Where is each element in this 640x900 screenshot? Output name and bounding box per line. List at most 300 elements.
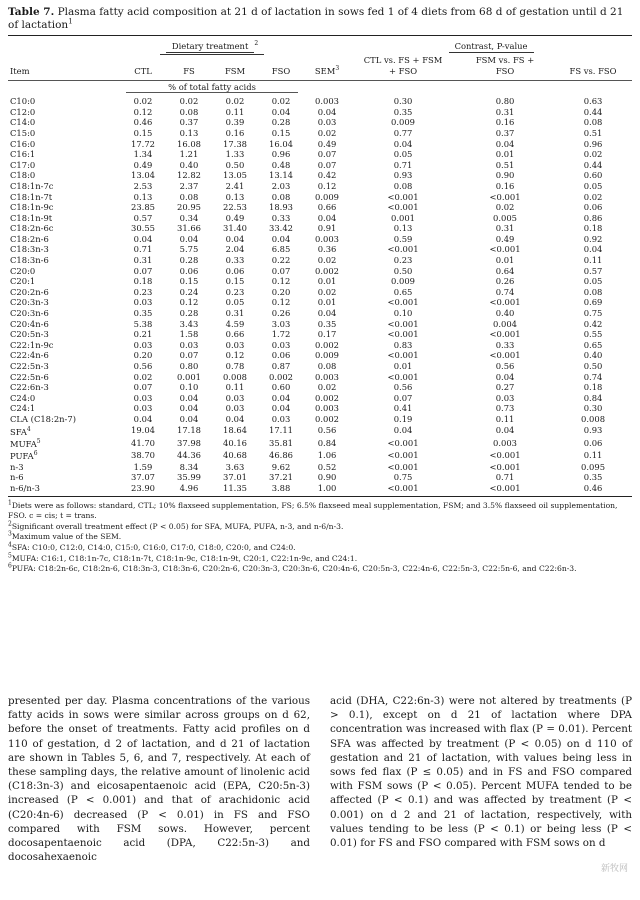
table-label: Table 7. [8, 6, 55, 18]
table-caption-text: Plasma fatty acid composition at 21 d of lactation in sows fed 1 of 4 diets from 68 d of gestation until d 21 of lactation [8, 6, 624, 31]
row-item: C10:0 [10, 96, 36, 107]
cell-contrast-2: <0.001 [489, 191, 521, 202]
cell-contrast-1: <0.001 [387, 244, 419, 255]
cell-fso: 0.26 [271, 308, 291, 319]
cell-fso: 0.03 [271, 413, 291, 424]
cell-sem: 0.08 [317, 361, 337, 372]
cell-fso: 0.04 [271, 392, 291, 403]
cell-sem: 0.04 [317, 106, 337, 117]
cell-fso: 6.85 [271, 244, 291, 255]
cell-fso: 0.04 [271, 106, 291, 117]
cell-contrast-2: 0.31 [495, 223, 515, 234]
row-item: C18:0 [10, 170, 36, 181]
row-item: PUFA$^6$ [10, 450, 38, 462]
table-row [8, 287, 632, 298]
cell-fso: 0.60 [271, 382, 291, 393]
fatty-acid-table [8, 36, 632, 494]
cell-sem: 0.002 [315, 392, 340, 403]
table-row [8, 361, 632, 372]
cell-fsm: 0.39 [225, 117, 245, 128]
cell-sem: 0.49 [317, 138, 337, 149]
cell-contrast-1: 0.19 [393, 413, 413, 424]
cell-fsm: 0.04 [225, 413, 245, 424]
cell-ctl: 0.71 [133, 244, 153, 255]
unit-label: % of total fatty acids [168, 81, 256, 92]
cell-fsm: 0.66 [225, 329, 245, 340]
cell-fso: 3.88 [271, 482, 291, 493]
footnote: $^4$SFA: C10:0, C12:0, C14:0, C15:0, C16:0, C17:0, C18:0, C20:0, and C24:0. [8, 541, 296, 552]
cell-contrast-1: 0.01 [393, 361, 413, 372]
cell-fs: 0.12 [179, 297, 199, 308]
cell-ctl: 0.31 [133, 255, 153, 266]
footnote: $^6$PUFA: C18:2n-6c, C18:2n-6, C18:3n-3, C18:3n-6, C20:2n-6, C20:3n-3, C20:3n-6, C20:4n-6, C20:5n-3, C22:4n-6, C22:5n-3, C22:5n-6, and C22:6n-3. [8, 562, 577, 574]
cell-contrast-3: 0.74 [583, 371, 603, 382]
cell-fs: 0.13 [179, 127, 199, 138]
cell-sem: 0.12 [317, 180, 337, 191]
cell-ctl: 0.18 [133, 276, 153, 287]
cell-contrast-2: 0.02 [495, 202, 515, 213]
table-row [8, 160, 632, 171]
cell-contrast-2: 0.004 [493, 318, 518, 329]
cell-fsm: 31.40 [223, 223, 247, 234]
cell-fs: 0.10 [179, 382, 199, 393]
row-item: CLA (C18:2n-7) [10, 413, 76, 424]
cell-sem: 0.36 [317, 244, 337, 255]
cell-contrast-3: 0.93 [583, 425, 603, 436]
cell-ctl: 0.03 [133, 403, 153, 414]
cell-fs: 1.58 [179, 329, 199, 340]
cell-sem: 0.02 [317, 286, 337, 297]
table-row [8, 425, 632, 437]
table-row [8, 372, 632, 383]
cell-contrast-1: <0.001 [387, 329, 419, 340]
cell-fs: 16.08 [177, 138, 201, 149]
cell-sem: 0.02 [317, 255, 337, 266]
cell-ctl: 23.90 [131, 482, 155, 493]
cell-contrast-2: 0.04 [495, 138, 515, 149]
cell-fso: 3.03 [271, 318, 291, 329]
table-row [8, 202, 632, 213]
cell-ctl: 0.15 [133, 127, 153, 138]
cell-contrast-1: <0.001 [387, 350, 419, 361]
table-row [8, 382, 632, 393]
header-contrast-1: CTL vs. FS + FSM + FSO [363, 55, 443, 76]
cell-fs: 0.28 [179, 255, 199, 266]
cell-contrast-2: <0.001 [489, 450, 521, 461]
table-row [8, 276, 632, 287]
table-caption-sup: 1 [68, 17, 73, 26]
cell-ctl: 0.35 [133, 308, 153, 319]
cell-contrast-1: 0.10 [393, 308, 413, 319]
cell-contrast-3: 0.55 [583, 329, 603, 340]
cell-contrast-3: 0.69 [583, 297, 603, 308]
row-item: C24:0 [10, 392, 36, 403]
cell-contrast-2: 0.03 [495, 392, 515, 403]
body-paragraph-left: presented per day. Plasma concentrations of the various fatty acids in sows were similar across groups on d 62, before the onset of treatments. Fatty acid profiles on d 110 of gestation, d 2 of lactation, and d 21 of lactation are shown in Tables 5, 6, and 7, respectively. At each of these sampling days, the relative amount of linolenic acid (C18:3n-3) and eicosapentaenoic acid (EPA, C20:5n-3) increased (P < 0.001) and that of arachidonic acid (C20:4n-6) decreased (P < 0.01) in FS and FSO compared with FSM sows. However, percent docosapentaenoic acid (DPA, C22:5n-3) and docosahexaenoic [8, 695, 310, 864]
cell-fso: 37.21 [269, 472, 293, 483]
table-row [8, 128, 632, 139]
cell-contrast-1: <0.001 [387, 461, 419, 472]
row-item: C12:0 [10, 106, 36, 117]
row-item: C18:3n-3 [10, 244, 49, 255]
cell-fs: 1.21 [179, 149, 199, 160]
cell-fsm: 2.04 [225, 244, 245, 255]
header-row [8, 55, 632, 76]
cell-fs: 35.99 [177, 472, 201, 483]
cell-ctl: 0.03 [133, 339, 153, 350]
table-row [8, 350, 632, 361]
cell-contrast-2: 0.64 [495, 265, 515, 276]
cell-fs: 0.001 [177, 371, 201, 382]
cell-contrast-2: 0.27 [495, 382, 515, 393]
row-item: n-6/n-3 [10, 482, 40, 493]
cell-contrast-1: 0.50 [393, 265, 413, 276]
cell-contrast-1: 0.05 [393, 149, 413, 160]
cell-fs: 0.40 [179, 159, 199, 170]
cell-ctl: 0.03 [133, 392, 153, 403]
cell-fsm: 3.63 [225, 461, 245, 472]
cell-contrast-2: <0.001 [489, 461, 521, 472]
row-item: C22:1n-9c [10, 339, 54, 350]
cell-contrast-1: 0.23 [393, 255, 413, 266]
cell-contrast-1: 0.30 [393, 96, 413, 107]
row-item: C18:1n-7c [10, 180, 54, 191]
cell-contrast-2: 0.49 [495, 233, 515, 244]
cell-contrast-2: 0.74 [495, 286, 515, 297]
cell-fsm: 0.04 [225, 233, 245, 244]
cell-fs: 8.34 [179, 461, 199, 472]
cell-fsm: 0.23 [225, 286, 245, 297]
cell-fs: 0.08 [179, 106, 199, 117]
cell-fs: 44.36 [177, 450, 201, 461]
cell-contrast-2: 0.31 [495, 106, 515, 117]
cell-fsm: 0.16 [225, 127, 245, 138]
cell-contrast-3: 0.30 [583, 403, 603, 414]
cell-fsm: 0.15 [225, 276, 245, 287]
cell-ctl: 17.72 [131, 138, 155, 149]
cell-sem: 0.002 [315, 339, 340, 350]
cell-ctl: 5.38 [133, 318, 153, 329]
cell-fso: 0.02 [271, 96, 291, 107]
cell-ctl: 0.56 [133, 361, 153, 372]
cell-fso: 0.87 [271, 361, 291, 372]
cell-contrast-3: 0.92 [583, 233, 603, 244]
cell-contrast-1: 0.93 [393, 170, 413, 181]
cell-contrast-1: 0.13 [393, 223, 413, 234]
cell-fs: 4.96 [179, 482, 199, 493]
body-paragraph-right: acid (DHA, C22:6n-3) were not altered by treatments (P > 0.1), except on d 21 of lactation where DPA concentration was increased with flax (P = 0.01). Percent SFA was affected by treatment (P < 0.05) on d 110 of gestation and 21 of lactation, with values being less in sows fed flax (P ≤ 0.05) and in FS and FSO compared with FSM sows (P < 0.05). Percent MUFA tended to be affected (P < 0.1) and was affected by treatment (P < 0.001) on d 2 and 21 of lactation, respectively, with values tending to be less (P < 0.1) or being less (P < 0.01) for FS and FSO compared with FSM sows on d [330, 695, 632, 850]
cell-fsm: 0.03 [225, 339, 245, 350]
cell-sem: 0.42 [317, 170, 337, 181]
cell-contrast-1: <0.001 [387, 297, 419, 308]
cell-sem: 0.02 [317, 382, 337, 393]
cell-sem: 0.003 [315, 96, 340, 107]
footnote: $^5$MUFA: C16:1, C18:1n-7c, C18:1n-7t, C18:1n-9c, C18:1n-9t, C20:1, C22:1n-9c, and C24:1. [8, 551, 358, 563]
cell-fso: 9.62 [271, 461, 291, 472]
cell-fs: 20.95 [177, 202, 201, 213]
row-item: C20:5n-3 [10, 329, 49, 340]
table-row [8, 449, 632, 461]
table-row [8, 297, 632, 308]
cell-fs: 0.15 [179, 276, 199, 287]
cell-contrast-3: 0.44 [583, 159, 603, 170]
cell-contrast-2: 0.40 [495, 308, 515, 319]
cell-contrast-3: 0.18 [583, 382, 603, 393]
cell-sem: 0.01 [317, 297, 337, 308]
cell-contrast-1: <0.001 [387, 482, 419, 493]
cell-contrast-2: 0.01 [495, 149, 515, 160]
row-item: C18:1n-9t [10, 212, 53, 223]
cell-contrast-1: <0.001 [387, 437, 419, 448]
cell-fs: 0.37 [179, 117, 199, 128]
header-fs: FS [183, 65, 195, 76]
cell-ctl: 30.55 [131, 223, 155, 234]
row-item: SFA$^4$ [10, 425, 31, 437]
table-body [8, 96, 632, 493]
cell-fsm: 0.11 [225, 382, 245, 393]
cell-contrast-1: 0.08 [393, 180, 413, 191]
row-item: C16:1 [10, 149, 36, 160]
cell-contrast-3: 0.06 [583, 202, 603, 213]
cell-contrast-3: 0.05 [583, 276, 603, 287]
cell-contrast-1: 0.59 [393, 233, 413, 244]
cell-contrast-1: 0.75 [393, 472, 413, 483]
cell-contrast-3: 0.18 [583, 223, 603, 234]
cell-contrast-3: 0.11 [583, 255, 603, 266]
cell-ctl: 0.23 [133, 286, 153, 297]
cell-contrast-3: 0.65 [583, 339, 603, 350]
cell-sem: 0.003 [315, 403, 340, 414]
cell-fs: 0.04 [179, 403, 199, 414]
cell-contrast-1: <0.001 [387, 191, 419, 202]
cell-ctl: 0.02 [133, 96, 153, 107]
table-row [8, 213, 632, 224]
table-row [8, 223, 632, 234]
cell-fsm: 0.02 [225, 96, 245, 107]
cell-sem: 0.03 [317, 117, 337, 128]
cell-contrast-2: 0.73 [495, 403, 515, 414]
cell-ctl: 19.04 [131, 425, 155, 436]
cell-fsm: 17.38 [223, 138, 247, 149]
cell-contrast-1: 0.65 [393, 286, 413, 297]
cell-contrast-3: 0.46 [583, 482, 603, 493]
cell-fs: 5.75 [179, 244, 199, 255]
cell-fso: 0.28 [271, 117, 291, 128]
cell-contrast-1: 0.07 [393, 392, 413, 403]
cell-ctl: 23.85 [131, 202, 155, 213]
table-row [8, 255, 632, 266]
cell-fsm: 37.01 [223, 472, 247, 483]
cell-contrast-2: 0.90 [495, 170, 515, 181]
row-item: C24:1 [10, 403, 36, 414]
header-sem: SEM$^3$ [314, 65, 340, 76]
cell-contrast-1: 0.04 [393, 138, 413, 149]
cell-ctl: 0.49 [133, 159, 153, 170]
cell-sem: 0.66 [317, 202, 337, 213]
cell-sem: 1.00 [317, 482, 337, 493]
table-caption [8, 0, 632, 32]
cell-contrast-2: <0.001 [489, 329, 521, 340]
row-item: C18:1n-7t [10, 191, 53, 202]
cell-contrast-1: <0.001 [387, 450, 419, 461]
cell-ctl: 2.53 [133, 180, 153, 191]
cell-contrast-3: 0.44 [583, 106, 603, 117]
cell-contrast-2: <0.001 [489, 244, 521, 255]
cell-contrast-2: 0.33 [495, 339, 515, 350]
row-item: C20:0 [10, 265, 36, 276]
cell-fsm: 0.12 [225, 350, 245, 361]
row-item: C22:4n-6 [10, 350, 49, 361]
cell-fs: 0.06 [179, 265, 199, 276]
cell-contrast-1: 0.71 [393, 159, 413, 170]
cell-fso: 0.002 [269, 371, 293, 382]
cell-ctl: 0.04 [133, 413, 153, 424]
cell-contrast-3: 0.08 [583, 286, 603, 297]
cell-fsm: 0.03 [225, 403, 245, 414]
cell-fs: 0.03 [179, 339, 199, 350]
row-item: C18:2n-6c [10, 223, 54, 234]
cell-fsm: 1.33 [225, 149, 245, 160]
cell-contrast-2: <0.001 [489, 350, 521, 361]
cell-fso: 18.93 [269, 202, 293, 213]
cell-fso: 0.04 [271, 233, 291, 244]
cell-ctl: 0.21 [133, 329, 153, 340]
row-item: C20:4n-6 [10, 318, 49, 329]
cell-sem: 1.06 [317, 450, 337, 461]
cell-sem: 0.009 [315, 350, 340, 361]
cell-contrast-3: 0.84 [583, 392, 603, 403]
cell-contrast-1: 0.41 [393, 403, 413, 414]
cell-sem: 0.009 [315, 191, 340, 202]
table-row [8, 170, 632, 181]
cell-fs: 37.98 [177, 437, 201, 448]
table-row [8, 403, 632, 414]
row-item: C18:3n-6 [10, 255, 49, 266]
table-row [8, 107, 632, 118]
cell-contrast-1: <0.001 [387, 371, 419, 382]
cell-fso: 0.20 [271, 286, 291, 297]
table-row [8, 329, 632, 340]
table-row [8, 393, 632, 404]
cell-fsm: 0.78 [225, 361, 245, 372]
table-row [8, 149, 632, 160]
cell-contrast-1: 0.001 [391, 212, 416, 223]
cell-fsm: 0.008 [223, 371, 247, 382]
cell-fso: 33.42 [269, 223, 293, 234]
header-fso: FSO [271, 65, 291, 76]
cell-fsm: 11.35 [223, 482, 247, 493]
header-group-contrast: Contrast, P-value [350, 36, 632, 55]
cell-contrast-2: 0.003 [493, 437, 518, 448]
row-item: C22:6n-3 [10, 382, 49, 393]
cell-fso: 35.81 [269, 437, 293, 448]
cell-contrast-3: 0.42 [583, 318, 603, 329]
cell-fso: 0.08 [271, 191, 291, 202]
cell-fsm: 4.59 [225, 318, 245, 329]
cell-sem: 0.17 [317, 329, 337, 340]
cell-contrast-1: 0.04 [393, 425, 413, 436]
cell-fsm: 0.33 [225, 255, 245, 266]
cell-sem: 0.91 [317, 223, 337, 234]
cell-contrast-2: 0.51 [495, 159, 515, 170]
header-fsm: FSM [224, 65, 246, 76]
cell-sem: 0.56 [317, 425, 337, 436]
table-row [8, 437, 632, 449]
cell-fs: 0.08 [179, 191, 199, 202]
row-item: C20:2n-6 [10, 286, 49, 297]
cell-fso: 1.72 [271, 329, 291, 340]
cell-contrast-1: 0.009 [391, 117, 416, 128]
cell-fso: 0.96 [271, 149, 291, 160]
cell-fs: 0.34 [179, 212, 199, 223]
cell-fsm: 13.05 [223, 170, 247, 181]
header-item: Item [10, 65, 30, 76]
row-item: C22:5n-3 [10, 361, 49, 372]
cell-fso: 16.04 [269, 138, 293, 149]
cell-fso: 46.86 [269, 450, 293, 461]
cell-contrast-2: <0.001 [489, 297, 521, 308]
cell-contrast-1: 0.56 [393, 382, 413, 393]
cell-sem: 0.02 [317, 127, 337, 138]
row-item: C20:3n-6 [10, 308, 49, 319]
cell-ctl: 1.34 [133, 149, 153, 160]
row-item: C18:2n-6 [10, 233, 49, 244]
cell-sem: 0.07 [317, 159, 337, 170]
cell-ctl: 0.07 [133, 382, 153, 393]
cell-contrast-1: <0.001 [387, 202, 419, 213]
cell-contrast-3: 0.86 [583, 212, 603, 223]
row-item: C16:0 [10, 138, 36, 149]
table-row [8, 414, 632, 425]
cell-contrast-3: 0.08 [583, 117, 603, 128]
cell-contrast-2: 0.01 [495, 255, 515, 266]
cell-contrast-3: 0.35 [583, 472, 603, 483]
cell-fs: 0.28 [179, 308, 199, 319]
cell-sem: 0.002 [315, 413, 340, 424]
cell-contrast-2: 0.16 [495, 180, 515, 191]
cell-fsm: 0.13 [225, 191, 245, 202]
cell-fso: 2.03 [271, 180, 291, 191]
cell-ctl: 41.70 [131, 437, 155, 448]
cell-contrast-2: 0.56 [495, 361, 515, 372]
watermark: 新牧网 [600, 864, 628, 874]
cell-sem: 0.90 [317, 472, 337, 483]
cell-ctl: 38.70 [131, 450, 155, 461]
table-row [8, 117, 632, 128]
cell-fs: 0.04 [179, 233, 199, 244]
cell-sem: 0.35 [317, 318, 337, 329]
cell-fso: 0.15 [271, 127, 291, 138]
cell-contrast-1: 0.009 [391, 276, 416, 287]
cell-contrast-3: 0.51 [583, 127, 603, 138]
cell-contrast-1: 0.83 [393, 339, 413, 350]
cell-fs: 0.80 [179, 361, 199, 372]
footnote: $^1$Diets were as follows: standard, CTL; 10% flaxseed supplementation, FS; 6.5% flaxseed meal supplementation, FSM; and 3.5% flaxseed oil supplementation, FSO. c = cis; t = trans. [8, 499, 618, 521]
cell-contrast-2: 0.005 [493, 212, 518, 223]
cell-fso: 0.04 [271, 403, 291, 414]
cell-contrast-3: 0.50 [583, 361, 603, 372]
cell-ctl: 0.20 [133, 350, 153, 361]
body-column-left [8, 694, 310, 864]
row-item: C15:0 [10, 127, 36, 138]
body-column-right [330, 694, 632, 864]
cell-contrast-1: 0.35 [393, 106, 413, 117]
cell-contrast-2: 0.80 [495, 96, 515, 107]
cell-contrast-3: 0.57 [583, 265, 603, 276]
cell-fsm: 22.53 [223, 202, 247, 213]
cell-fso: 0.12 [271, 297, 291, 308]
cell-contrast-3: 0.04 [583, 244, 603, 255]
